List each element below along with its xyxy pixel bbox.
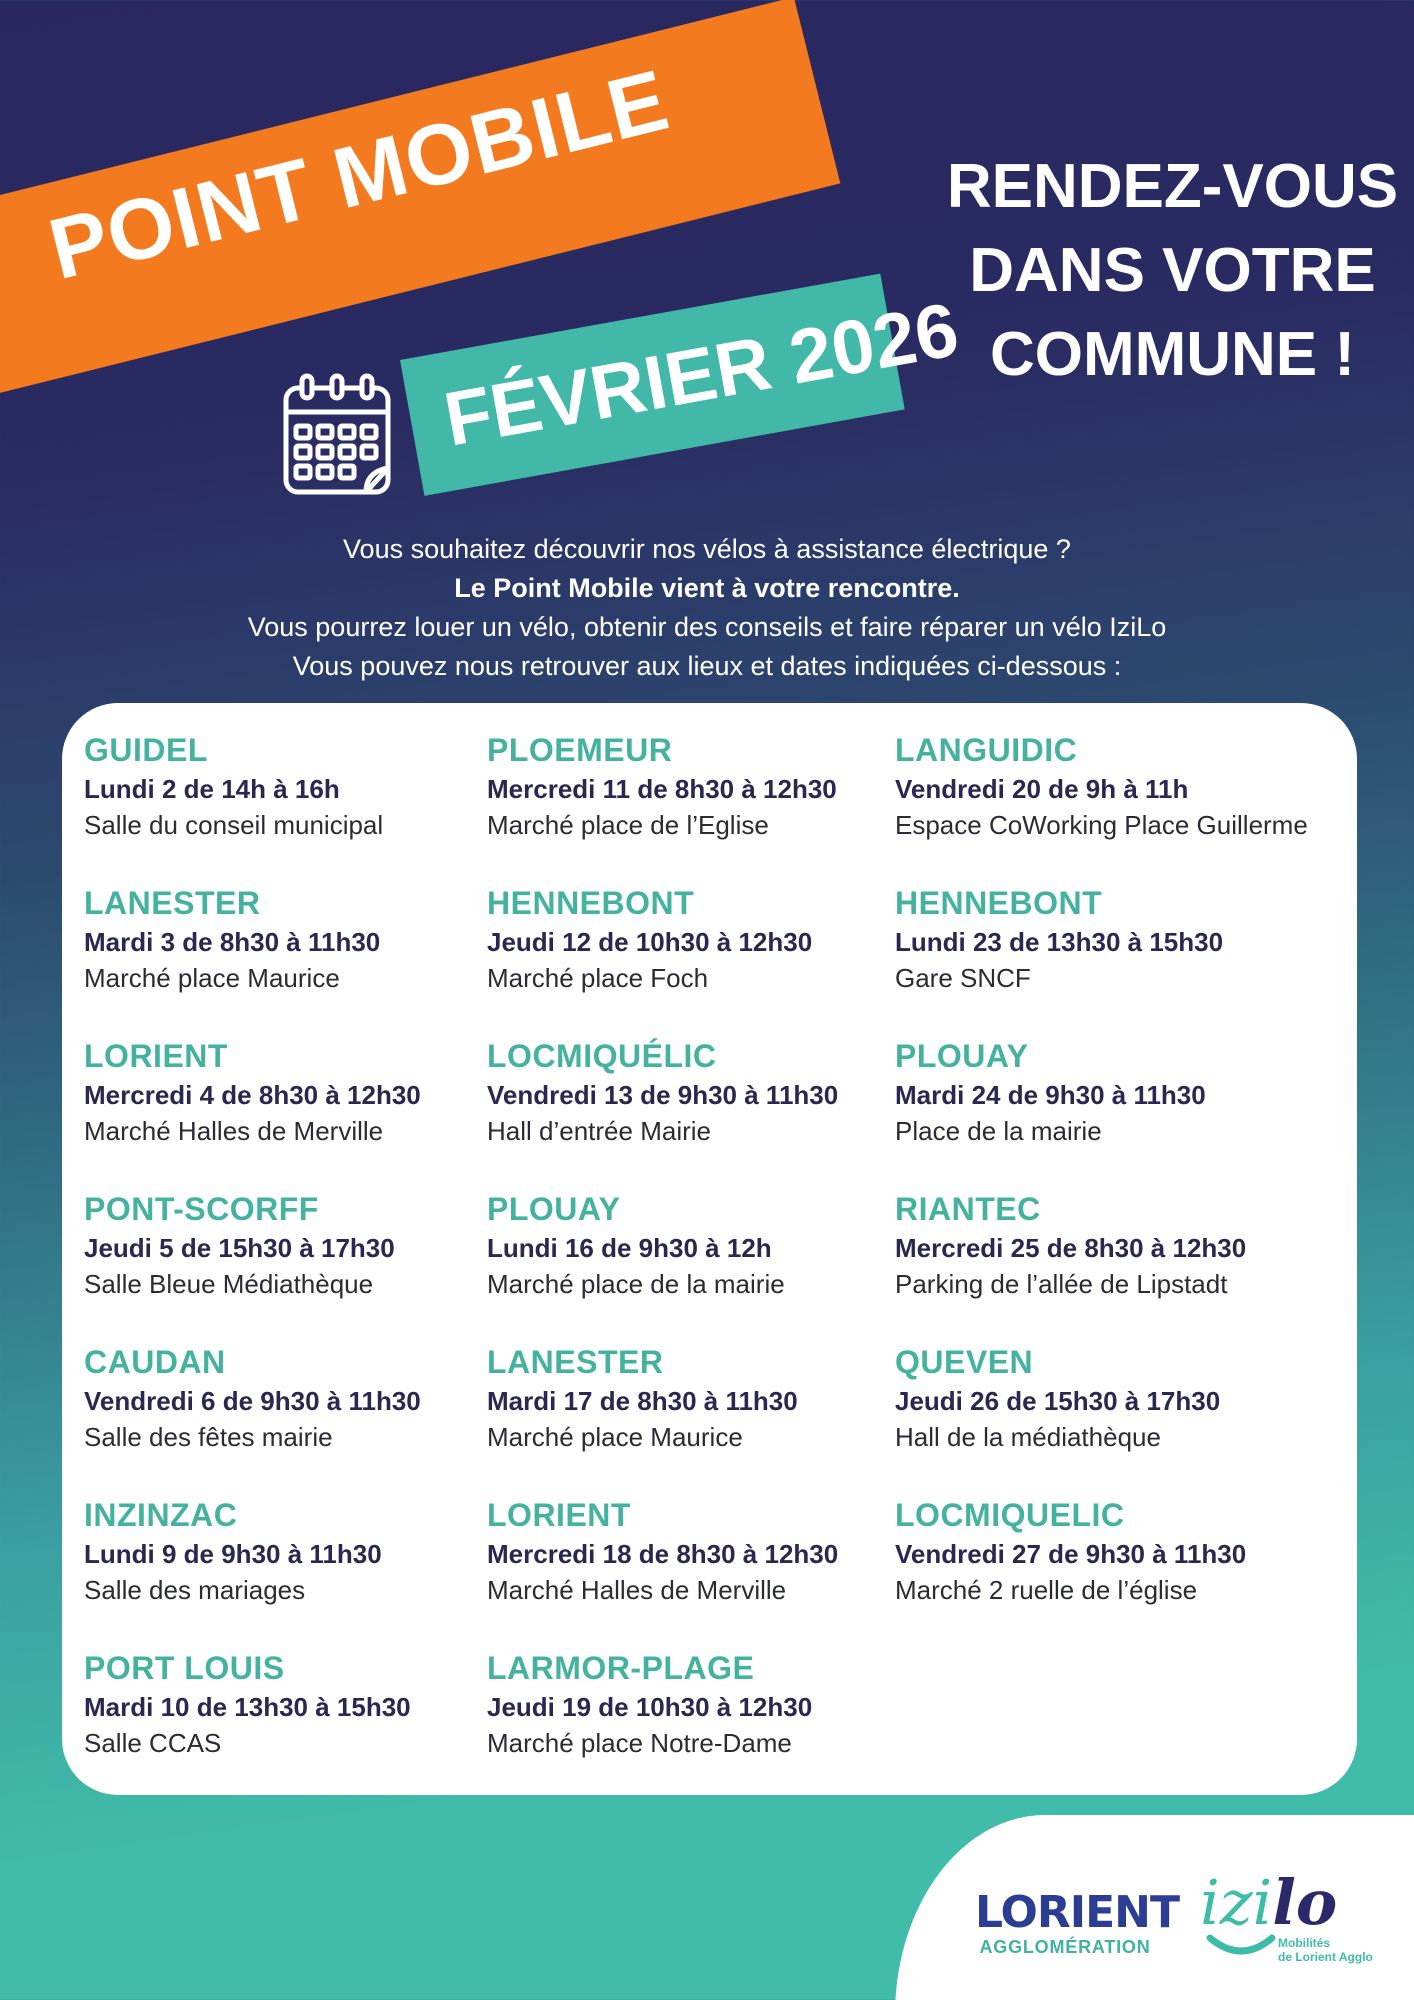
schedule-entry bbox=[487, 1648, 838, 1801]
entry-place: Espace CoWorking Place Guillerme bbox=[895, 810, 1308, 840]
schedule-entry bbox=[487, 883, 838, 1036]
entry-town: HENNEBONT bbox=[895, 885, 1103, 921]
entry-date: Lundi 9 de 9h30 à 11h30 bbox=[84, 1539, 382, 1569]
entry-place: Salle du conseil municipal bbox=[84, 810, 384, 840]
schedule-entry bbox=[895, 1036, 1308, 1189]
schedule-entry bbox=[487, 730, 838, 883]
entry-town: PORT LOUIS bbox=[84, 1650, 285, 1686]
smile-icon bbox=[1206, 1934, 1276, 1958]
entry-date: Vendredi 27 de 9h30 à 11h30 bbox=[895, 1539, 1247, 1569]
entry-place: Marché Halles de Merville bbox=[84, 1116, 384, 1146]
izilo-logo-tagline bbox=[1278, 1936, 1373, 1964]
schedule-entry bbox=[84, 730, 421, 883]
entry-date: Lundi 16 de 9h30 à 12h bbox=[487, 1233, 772, 1263]
entry-date: Jeudi 5 de 15h30 à 17h30 bbox=[84, 1233, 395, 1263]
entry-date: Mardi 17 de 8h30 à 11h30 bbox=[487, 1386, 798, 1416]
entry-town: QUEVEN bbox=[895, 1344, 1034, 1380]
schedule-entry bbox=[487, 1036, 838, 1189]
entry-place: Marché place Maurice bbox=[84, 963, 340, 993]
entry-town: PLOUAY bbox=[487, 1191, 621, 1227]
izilo-tagline-line: Mobilités bbox=[1278, 1936, 1331, 1950]
lorient-logo-wordmark: LORIENT bbox=[975, 1887, 1180, 1938]
entry-date: Lundi 23 de 13h30 à 15h30 bbox=[895, 927, 1224, 957]
entry-date: Lundi 2 de 14h à 16h bbox=[84, 774, 340, 804]
schedule-entry bbox=[895, 1342, 1308, 1495]
izilo-logo-lo: lo bbox=[1272, 1866, 1338, 1939]
schedule-column-1 bbox=[84, 730, 421, 1801]
schedule-entry bbox=[487, 1342, 838, 1495]
schedule-entry bbox=[895, 1495, 1308, 1648]
izilo-logo-izi: izi bbox=[1200, 1866, 1273, 1939]
entry-town: LOCMIQUÉLIC bbox=[487, 1038, 717, 1074]
entry-date: Vendredi 6 de 9h30 à 11h30 bbox=[84, 1386, 421, 1416]
entry-date: Jeudi 26 de 15h30 à 17h30 bbox=[895, 1386, 1221, 1416]
schedule-entry bbox=[84, 883, 421, 1036]
entry-place: Hall d’entrée Mairie bbox=[487, 1116, 711, 1146]
entry-place: Parking de l’allée de Lipstadt bbox=[895, 1269, 1228, 1299]
entry-town: LARMOR-PLAGE bbox=[487, 1650, 755, 1686]
intro-text bbox=[0, 530, 1414, 686]
intro-line: Vous pourrez louer un vélo, obtenir des conseils et faire réparer un vélo IziLo bbox=[247, 612, 1167, 642]
entry-place: Marché place Notre-Dame bbox=[487, 1728, 792, 1758]
entry-town: INZINZAC bbox=[84, 1497, 238, 1533]
entry-town: LANGUIDIC bbox=[895, 732, 1078, 768]
schedule-entry bbox=[84, 1036, 421, 1189]
lorient-agglomeration-logo bbox=[975, 1887, 1180, 1958]
entry-date: Mercredi 4 de 8h30 à 12h30 bbox=[84, 1080, 421, 1110]
intro-line: Vous souhaitez découvrir nos vélos à assistance électrique ? bbox=[343, 534, 1071, 564]
entry-place: Marché 2 ruelle de l’église bbox=[895, 1575, 1198, 1605]
izilo-logo bbox=[1200, 1868, 1380, 1978]
entry-town: LORIENT bbox=[487, 1497, 631, 1533]
lorient-logo-subtitle: AGGLOMÉRATION bbox=[979, 1937, 1151, 1957]
entry-date: Mercredi 11 de 8h30 à 12h30 bbox=[487, 774, 837, 804]
entry-town: PLOUAY bbox=[895, 1038, 1029, 1074]
schedule-entry bbox=[84, 1189, 421, 1342]
entry-place: Gare SNCF bbox=[895, 963, 1031, 993]
entry-town: CAUDAN bbox=[84, 1344, 226, 1380]
entry-place: Hall de la médiathèque bbox=[895, 1422, 1161, 1452]
intro-line: Vous pouvez nous retrouver aux lieux et dates indiquées ci-dessous : bbox=[292, 651, 1122, 681]
entry-date: Jeudi 19 de 10h30 à 12h30 bbox=[487, 1692, 813, 1722]
entry-town: LANESTER bbox=[84, 885, 261, 921]
entry-date: Vendredi 13 de 9h30 à 11h30 bbox=[487, 1080, 839, 1110]
schedule-entry bbox=[895, 1189, 1308, 1342]
entry-date: Mercredi 25 de 8h30 à 12h30 bbox=[895, 1233, 1247, 1263]
schedule-entry bbox=[84, 1648, 421, 1801]
entry-date: Vendredi 20 de 9h à 11h bbox=[895, 774, 1189, 804]
tagline bbox=[935, 145, 1410, 397]
entry-date: Mardi 3 de 8h30 à 11h30 bbox=[84, 927, 381, 957]
schedule-entry bbox=[895, 883, 1308, 1036]
entry-place: Marché place de la mairie bbox=[487, 1269, 785, 1299]
entry-town: RIANTEC bbox=[895, 1191, 1041, 1227]
month-title: FÉVRIER 2026 bbox=[438, 286, 965, 463]
schedule-entry bbox=[84, 1495, 421, 1648]
entry-date: Mardi 24 de 9h30 à 11h30 bbox=[895, 1080, 1206, 1110]
entry-place: Marché place Maurice bbox=[487, 1422, 743, 1452]
entry-town: GUIDEL bbox=[84, 732, 208, 768]
schedule-column-2 bbox=[487, 730, 838, 1801]
entry-town: LORIENT bbox=[84, 1038, 228, 1074]
entry-place: Marché place de l’Eglise bbox=[487, 810, 769, 840]
entry-town: PLOEMEUR bbox=[487, 732, 673, 768]
entry-date: Jeudi 12 de 10h30 à 12h30 bbox=[487, 927, 813, 957]
intro-line-bold: Le Point Mobile vient à votre rencontre. bbox=[454, 573, 960, 603]
entry-town: LOCMIQUELIC bbox=[895, 1497, 1125, 1533]
page-title: POINT MOBILE bbox=[40, 51, 678, 299]
tagline-line: COMMUNE ! bbox=[989, 320, 1356, 389]
schedule-entry bbox=[895, 730, 1308, 883]
entry-place: Place de la mairie bbox=[895, 1116, 1102, 1146]
entry-place: Marché Halles de Merville bbox=[487, 1575, 787, 1605]
izilo-logo-wordmark bbox=[1200, 1868, 1337, 1938]
schedule-entry bbox=[84, 1342, 421, 1495]
entry-place: Salle des mariages bbox=[84, 1575, 306, 1605]
tagline-line: RENDEZ-VOUS bbox=[946, 152, 1399, 221]
entry-town: LANESTER bbox=[487, 1344, 664, 1380]
entry-date: Mardi 10 de 13h30 à 15h30 bbox=[84, 1692, 411, 1722]
schedule-entry bbox=[487, 1189, 838, 1342]
calendar-icon bbox=[280, 372, 394, 500]
izilo-tagline-line: de Lorient Agglo bbox=[1278, 1950, 1373, 1964]
entry-place: Salle Bleue Médiathèque bbox=[84, 1269, 374, 1299]
schedule-column-3 bbox=[895, 730, 1308, 1648]
entry-place: Salle CCAS bbox=[84, 1728, 222, 1758]
entry-place: Salle des fêtes mairie bbox=[84, 1422, 333, 1452]
tagline-line: DANS VOTRE bbox=[969, 236, 1376, 305]
schedule-entry bbox=[487, 1495, 838, 1648]
entry-place: Marché place Foch bbox=[487, 963, 709, 993]
entry-town: PONT-SCORFF bbox=[84, 1191, 319, 1227]
entry-date: Mercredi 18 de 8h30 à 12h30 bbox=[487, 1539, 839, 1569]
entry-town: HENNEBONT bbox=[487, 885, 695, 921]
